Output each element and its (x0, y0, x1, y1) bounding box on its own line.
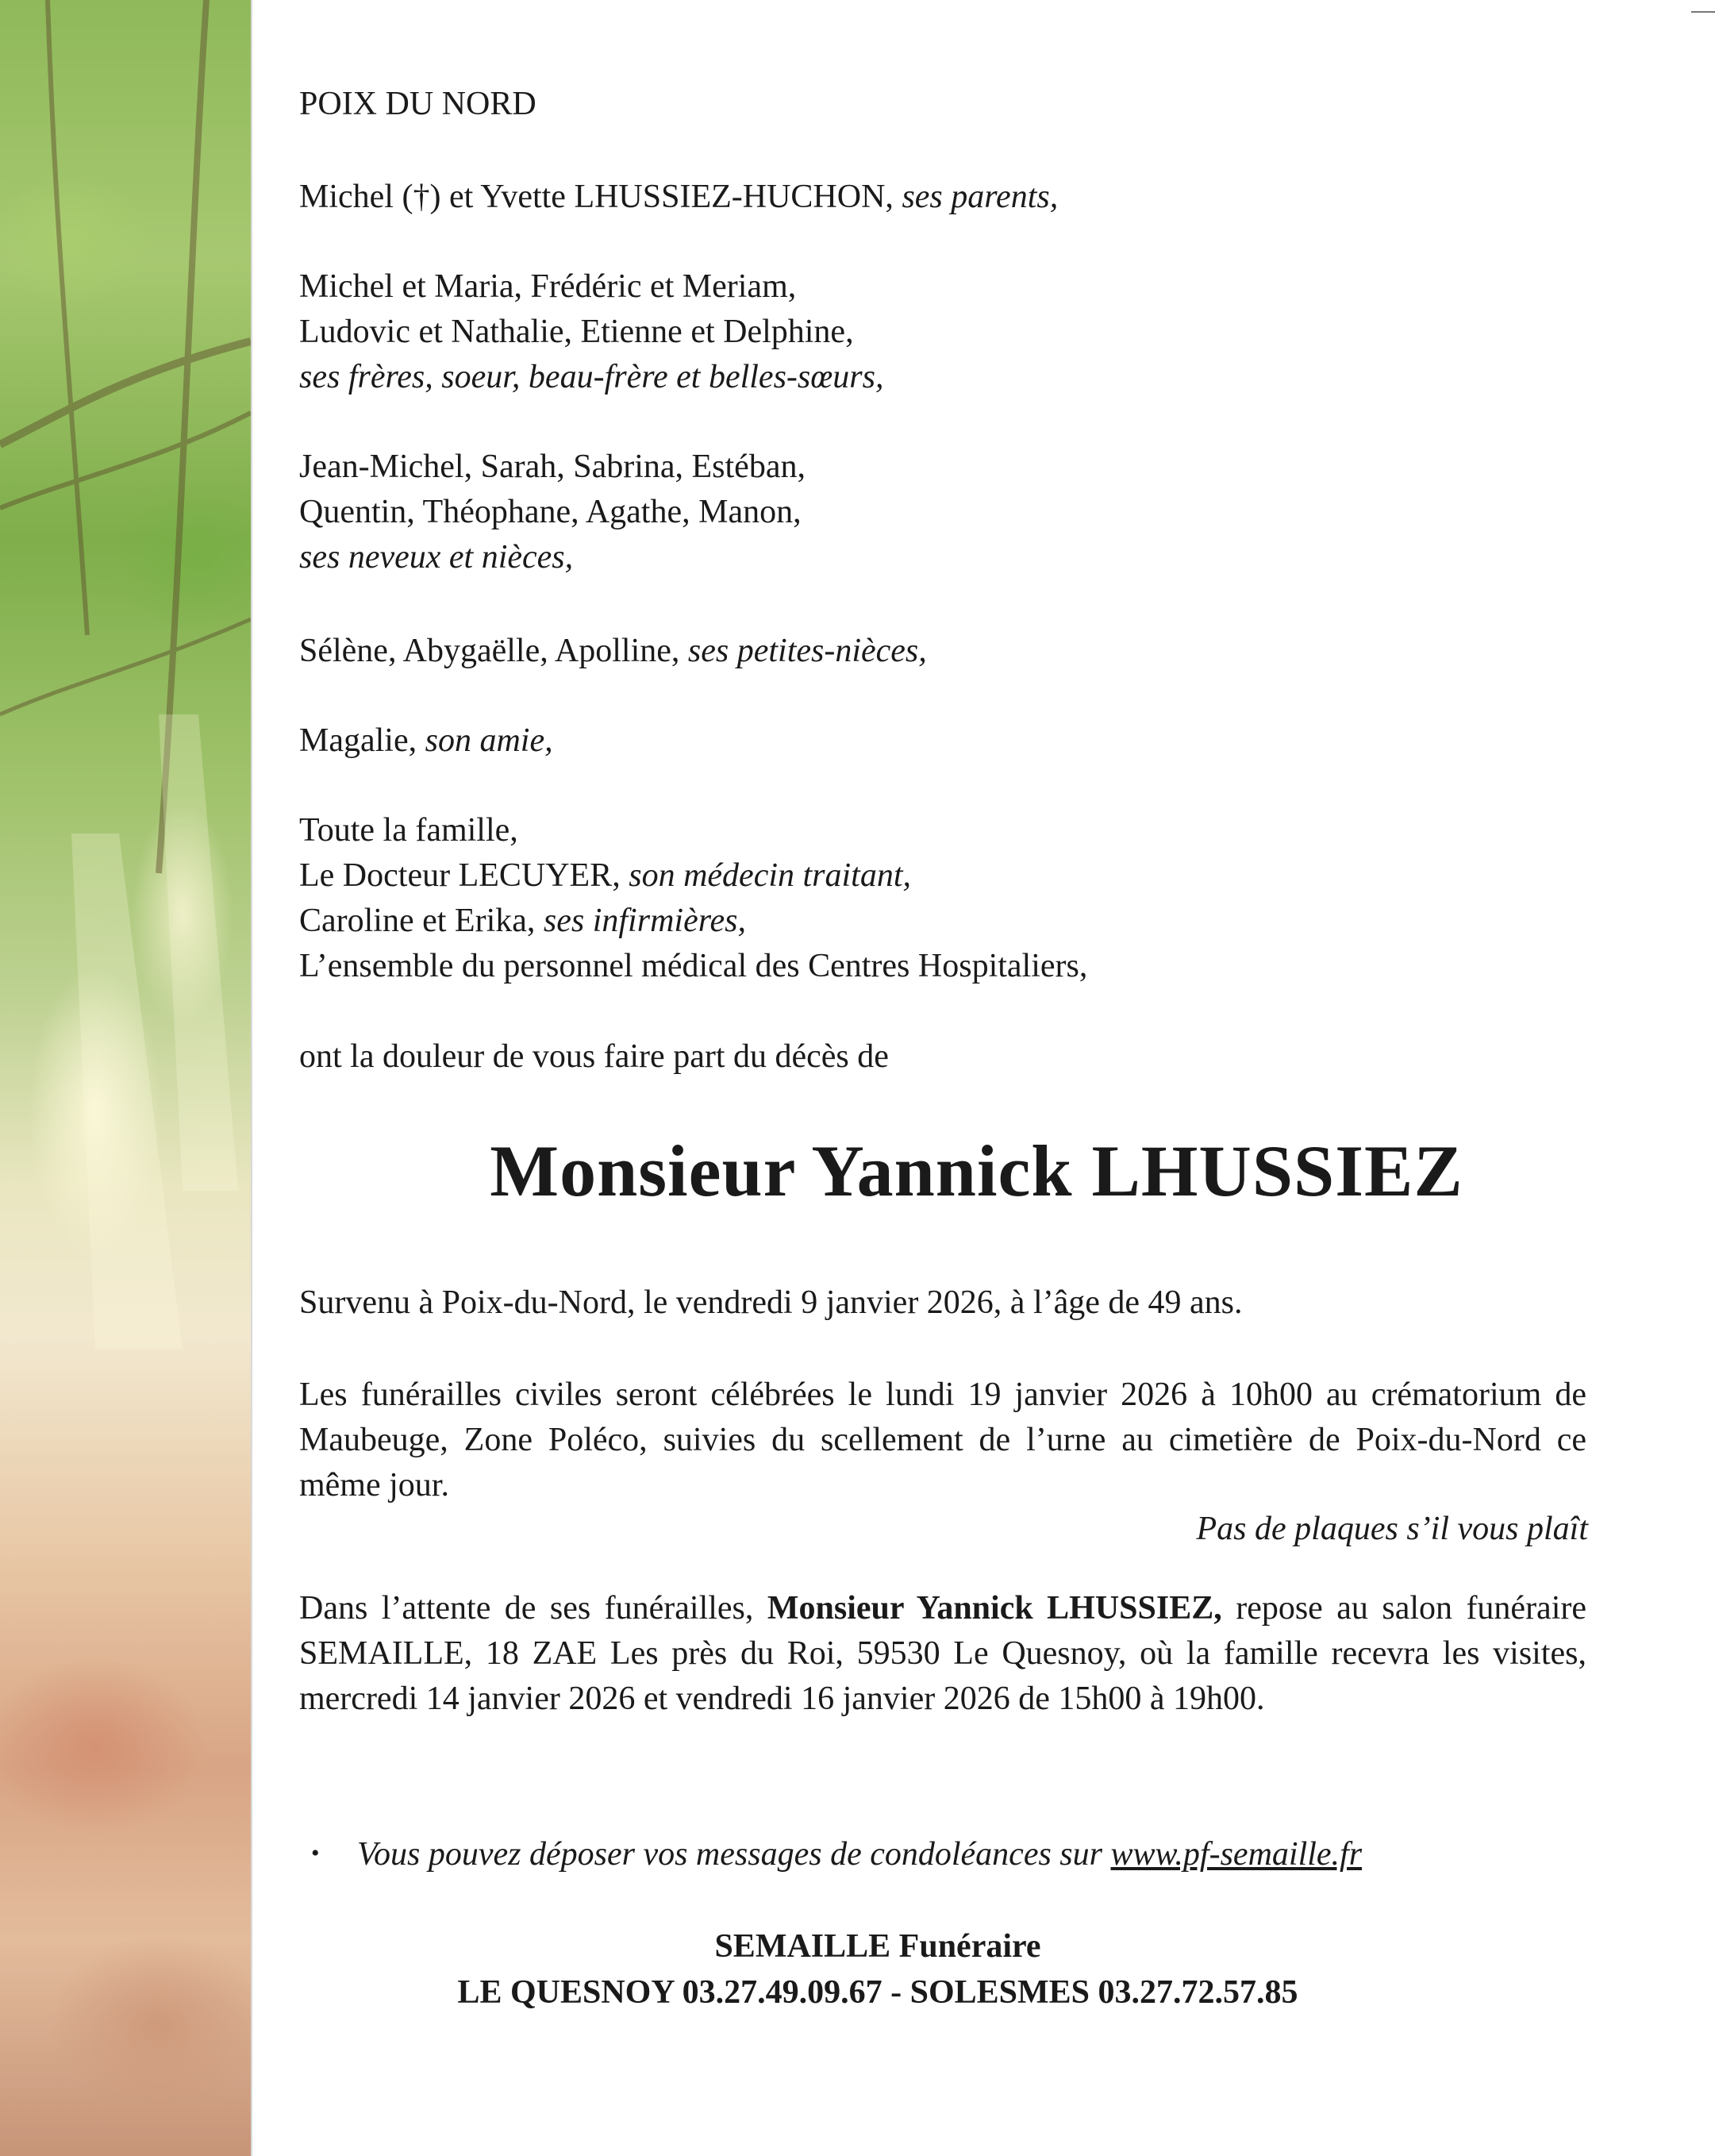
deceased-name: Monsieur Yannick LHUSSIEZ (490, 1130, 1463, 1211)
condolences-line (357, 1832, 1362, 1877)
parents-line (299, 175, 1058, 219)
doctor-line (299, 853, 911, 898)
condolences-link[interactable]: www.pf-semaille.fr (1110, 1836, 1363, 1873)
bullet-dot: • (311, 1840, 320, 1866)
parents-names: Michel (†) et Yvette LHUSSIEZ-HUCHON, (299, 179, 894, 215)
grandnieces-names: Sélène, Abygaëlle, Apolline, (299, 633, 680, 669)
viewing-text-before: Dans l’attente de ses funérailles, (299, 1590, 754, 1627)
grandnieces-role: ses petites-nièces, (687, 633, 927, 669)
no-plaques-note: Pas de plaques s’il vous plaît (1196, 1511, 1588, 1547)
nephews-line-1: Jean-Michel, Sarah, Sabrina, Estéban, (299, 449, 806, 485)
forest-trees-illustration (0, 0, 251, 2156)
corner-mark (1691, 0, 1715, 13)
funerals-text: Les funérailles civiles seront célébrées le lundi 19 janvier 2026 à 10h00 au crématorium de Maubeuge, Zone Poléco, suivies du scellement de l’urne au cimetière de Poix-du-Nord ce même jour. (299, 1376, 1586, 1503)
forest-path-image (0, 0, 251, 2156)
friend-role: son amie, (425, 722, 553, 759)
doctor-name: Le Docteur LECUYER, (299, 857, 621, 894)
footer-company: SEMAILLE Funéraire (714, 1928, 1041, 1965)
nephews-line-2: Quentin, Théophane, Agathe, Manon, (299, 494, 802, 530)
friend-line (299, 718, 553, 763)
friend-name: Magalie, (299, 722, 417, 759)
siblings-role: ses frères, soeur, beau-frère et belles-sœurs, (299, 359, 884, 395)
medical-staff: L’ensemble du personnel médical des Centres Hospitaliers, (299, 948, 1088, 984)
doctor-role: son médecin traitant, (629, 857, 912, 894)
location-heading: POIX DU NORD (299, 86, 536, 122)
announcement-intro: ont la douleur de vous faire part du décès de (299, 1038, 889, 1075)
footer-phones: LE QUESNOY 03.27.49.09.67 - SOLESMES 03.27.72.57.85 (457, 1974, 1298, 2011)
nurses-role: ses infirmières, (543, 903, 746, 939)
page-edge (251, 0, 252, 2156)
nephews-role: ses neveux et nièces, (299, 539, 574, 576)
viewing-paragraph (299, 1586, 1586, 1722)
condolences-text: Vous pouvez déposer vos messages de condoléances sur (357, 1836, 1102, 1873)
grandnieces-line (299, 629, 927, 673)
nurses-line (299, 899, 746, 943)
parents-role: ses parents, (902, 179, 1059, 215)
nurses-names: Caroline et Erika, (299, 903, 536, 939)
viewing-text-after: repose au salon funéraire SEMAILLE, 18 ZAE Les près du Roi, 59530 Le Quesnoy, où la famille recevra les visites, mercredi 14 janvier 2026 et vendredi 16 janvier 2026 de 15h00 à 19h00. (299, 1590, 1586, 1717)
siblings-line-2: Ludovic et Nathalie, Etienne et Delphine, (299, 314, 854, 350)
siblings-line-1: Michel et Maria, Frédéric et Meriam, (299, 268, 797, 305)
whole-family: Toute la famille, (299, 812, 518, 849)
death-details: Survenu à Poix-du-Nord, le vendredi 9 janvier 2026, à l’âge de 49 ans. (299, 1284, 1243, 1321)
viewing-deceased-name: Monsieur Yannick LHUSSIEZ, (767, 1590, 1222, 1627)
